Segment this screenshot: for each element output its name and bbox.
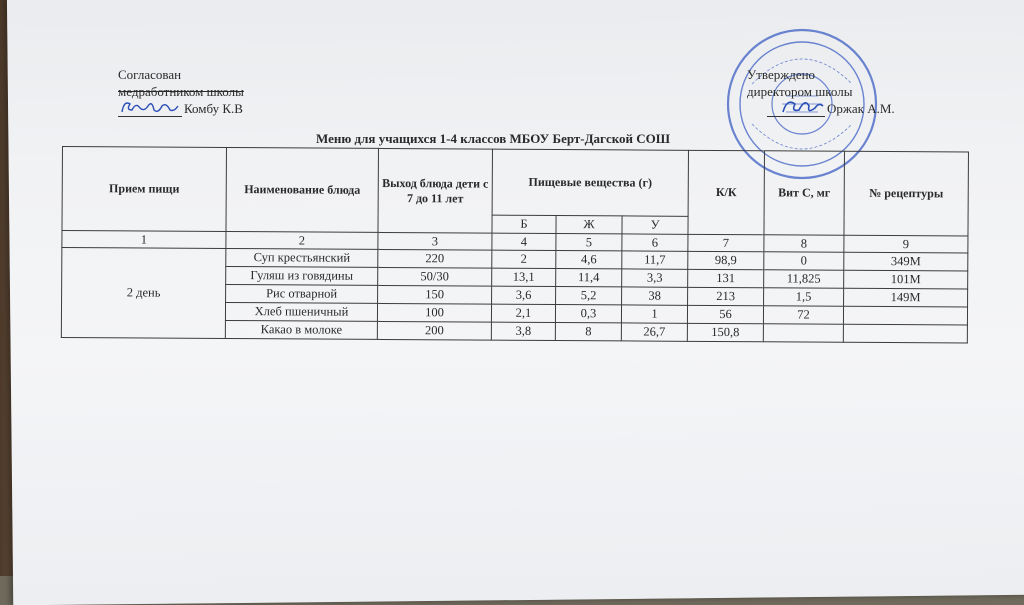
- carbs-value: 26,7: [621, 323, 687, 341]
- approval-left-line2: медработником школы: [118, 84, 244, 99]
- approval-right: [747, 66, 895, 117]
- protein-value: 2: [492, 250, 556, 268]
- signature-line-left: [118, 100, 182, 117]
- portion-value: 100: [377, 303, 491, 322]
- dish-name: Какао в молоке: [225, 321, 377, 340]
- header-nutrients: Пищевые вещества (г): [492, 149, 688, 216]
- handwritten-signature-left: [118, 96, 180, 118]
- fat-value: 11,4: [556, 269, 622, 287]
- header-kcal: К/К: [688, 150, 765, 234]
- vitc-value: 11,825: [764, 270, 844, 288]
- column-number: 3: [378, 232, 492, 250]
- recipe-value: [843, 324, 967, 343]
- approval-right-line2: директором школы: [747, 84, 853, 99]
- portion-value: 220: [378, 249, 492, 268]
- column-number: 1: [62, 231, 226, 249]
- dish-name: Хлеб пшеничный: [225, 303, 377, 322]
- carbs-value: 3,3: [622, 269, 688, 287]
- portion-value: 50/30: [378, 267, 492, 286]
- header-recipe: № рецептуры: [844, 151, 969, 236]
- portion-value: 200: [377, 321, 491, 340]
- vitc-value: 72: [763, 306, 843, 324]
- kcal-value: 150,8: [687, 323, 763, 341]
- kcal-value: 213: [688, 287, 764, 305]
- carbs-value: 38: [622, 287, 688, 305]
- protein-value: 3,6: [492, 286, 556, 304]
- column-number: 8: [764, 235, 844, 252]
- signature-line-right: [767, 100, 825, 117]
- subheader-protein: Б: [492, 215, 556, 233]
- column-number: 2: [226, 232, 378, 250]
- header-vitc: Вит С, мг: [764, 151, 845, 235]
- vitc-value: 1,5: [764, 288, 844, 306]
- column-number: 7: [688, 234, 764, 251]
- recipe-value: 149М: [844, 288, 968, 307]
- column-number: 5: [556, 234, 622, 251]
- kcal-value: 131: [688, 269, 764, 287]
- recipe-value: [843, 306, 967, 325]
- header-portion: Выход блюда дети с 7 до 11 лет: [378, 148, 493, 233]
- fat-value: 5,2: [556, 287, 622, 305]
- handwritten-signature-right: [777, 94, 827, 118]
- protein-value: 13,1: [492, 268, 556, 286]
- approval-left: [118, 66, 244, 117]
- fat-value: 8: [555, 323, 621, 341]
- dish-name: Рис отварной: [226, 285, 378, 304]
- protein-value: 2,1: [491, 304, 555, 322]
- recipe-value: 101М: [844, 270, 968, 289]
- approval-left-line1: Согласован: [118, 67, 182, 82]
- header-meal: Прием пищи: [62, 147, 227, 232]
- protein-value: 3,8: [491, 322, 555, 340]
- approval-right-signer: Оржак А.М.: [827, 101, 895, 116]
- fat-value: 4,6: [556, 251, 622, 269]
- vitc-value: 0: [764, 252, 844, 270]
- kcal-value: 98,9: [688, 251, 764, 269]
- menu-table: [61, 146, 969, 344]
- approval-left-signer: Комбу К.В: [184, 101, 243, 116]
- header-dish: Наименование блюда: [226, 148, 379, 233]
- fat-value: 0,3: [555, 305, 621, 323]
- dish-name: Гуляш из говядины: [226, 267, 378, 286]
- vitc-value: [763, 324, 843, 342]
- column-number: 9: [844, 235, 968, 253]
- subheader-fat: Ж: [556, 216, 622, 234]
- column-number: 4: [492, 233, 556, 250]
- column-number: 6: [622, 234, 688, 251]
- portion-value: 150: [378, 285, 492, 304]
- meal-day-cell: 2 день: [61, 248, 226, 339]
- carbs-value: 1: [621, 305, 687, 323]
- carbs-value: 11,7: [622, 251, 688, 269]
- kcal-value: 56: [687, 305, 763, 323]
- recipe-value: 349М: [844, 252, 968, 271]
- subheader-carbs: У: [622, 216, 688, 234]
- document-title: Меню для учащихся 1-4 классов МБОУ Берт-Дагской СОШ: [316, 131, 671, 146]
- dish-name: Суп крестьянский: [226, 249, 378, 268]
- approval-right-line1: Утверждено: [747, 67, 816, 82]
